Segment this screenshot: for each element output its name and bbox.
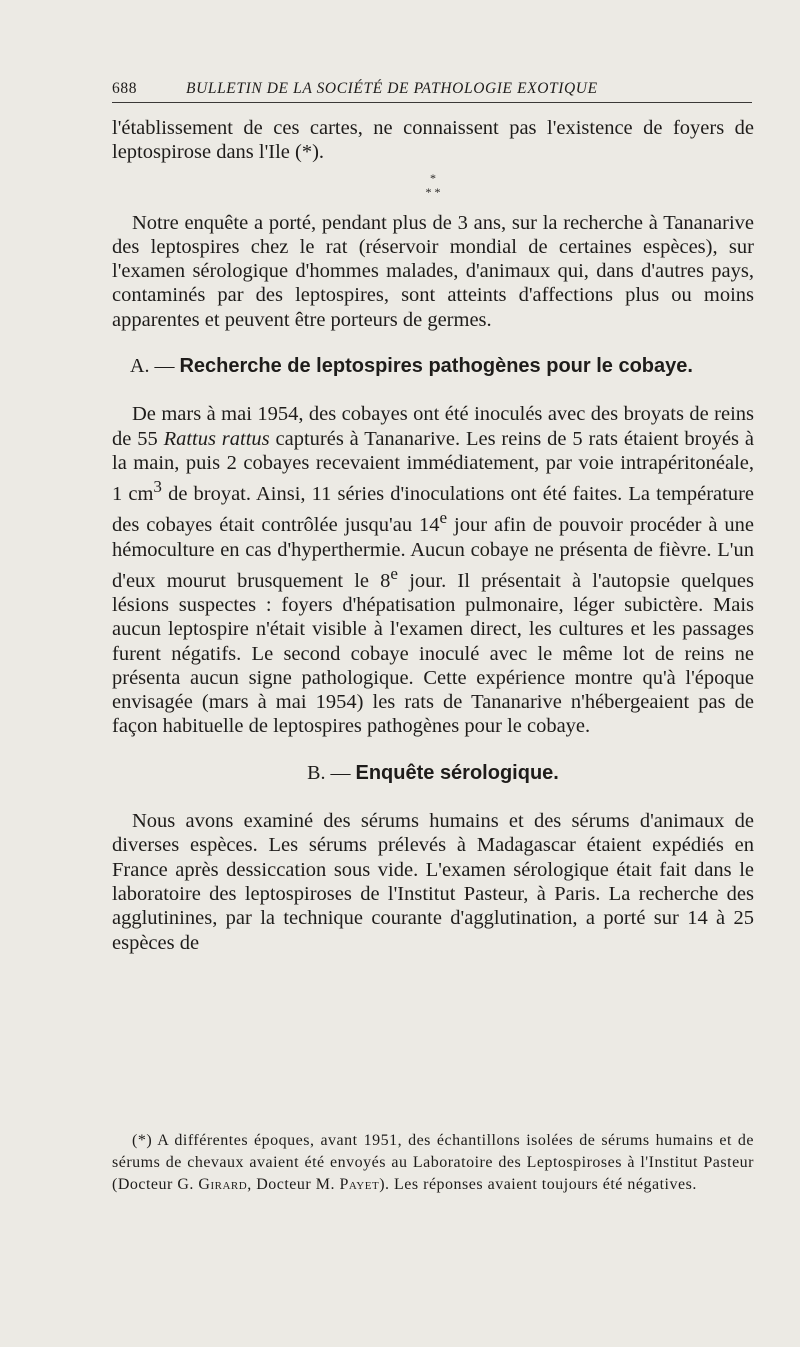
footnote-text-2: , Docteur M.	[247, 1176, 335, 1193]
journal-title: BULLETIN DE LA SOCIÉTÉ DE PATHOLOGIE EXOTIQUE	[186, 80, 598, 97]
footnote-text-1: (*) A différentes époques, avant 1951, des échantillons isolées de sérums humains et de sérums de chevaux avaient été envoyés au Laboratoire des Leptospiroses à l'Institut Pasteur (Docteur G.	[112, 1132, 754, 1193]
section-b-title: Enquête sérologique.	[355, 761, 559, 784]
footnote-name-girard: Girard	[198, 1176, 248, 1193]
section-a-heading	[130, 354, 754, 378]
superscript-cubic: 3	[153, 477, 162, 497]
section-a-text-3: de broyat. Ainsi, 11 séries d'inoculations ont été faites. La température des cobayes était contrôlée jusqu'au 14	[112, 483, 755, 537]
intro-paragraph: l'établissement de ces cartes, ne connaissent pas l'existence de foyers de leptospirose dans l'Ile (*).	[112, 117, 754, 164]
running-header	[112, 76, 752, 103]
superscript-ordinal-14: e	[439, 508, 448, 528]
superscript-ordinal-8: e	[390, 563, 399, 583]
separator-star-top: *	[430, 170, 436, 185]
section-a-text-4: jour afin de pouvoir procéder à une hémoculture en cas d'hyperthermie. Aucun cobaye ne présenta de fièvre. L'un d'eux mourut brusquement le 8	[112, 514, 754, 592]
section-a-letter: A. —	[130, 355, 175, 378]
section-a-text-1: De mars à mai 1954, des cobayes ont été inoculés avec des broyats de reins de 55	[112, 403, 754, 450]
section-b-letter: B. —	[307, 761, 351, 784]
species-name: Rattus rattus	[163, 427, 270, 450]
section-a-text-5: jour. Il présentait à l'autopsie quelques lésions suspectes : foyers d'hépatisation pulmonaire, léger subictère. Mais aucun leptospire n'était visible à l'examen direct, les cultures et les passages furent négatifs. Le second cobaye inoculé avec le même lot de reins ne présenta aucun signe pathologique. Cette expérience montre qu'à l'époque envisagée (mars à mai 1954) les rats de Tananarive n'hébergeaient pas de façon habituelle de leptospires pathogènes pour le cobaye.	[112, 569, 755, 738]
main-text	[112, 116, 754, 955]
paragraph-survey: Notre enquête a porté, pendant plus de 3 ans, sur la recherche à Tananarive des leptospires chez le rat (réservoir mondial de certaines espèces), sur l'examen sérologique d'hommes malades, d'animaux qui, dans d'autres pays, contaminés par des leptospires, sont atteints d'affections plus ou moins apparentes et peuvent être porteurs de germes.	[112, 211, 754, 331]
footnote-text	[112, 1130, 754, 1196]
footnote-text-3: ). Les réponses avaient toujours été négatives.	[379, 1176, 697, 1193]
footnote-name-payet: Payet	[339, 1176, 380, 1193]
section-a-paragraph	[112, 402, 754, 738]
footnote	[112, 1130, 754, 1196]
section-separator	[112, 171, 754, 199]
separator-star-bottom: * *	[425, 184, 441, 199]
section-b-paragraph: Nous avons examiné des sérums humains et des sérums d'animaux de diverses espèces. Les sérums prélevés à Madagascar étaient expédiés en France après dessiccation sous vide. L'examen sérologique était fait dans le laboratoire des leptospiroses de l'Institut Pasteur, à Paris. La recherche des agglutinines, par la technique courante d'agglutination, a porté sur 14 à 25 espèces de	[112, 810, 754, 954]
section-a-title: Recherche de leptospires pathogènes pour le cobaye.	[179, 355, 693, 378]
section-a-text-2: capturés à Tananarive. Les reins de 5 rats étaient broyés à la main, puis 2 cobayes recevaient immédiatement, par voie intrapéritonéale, 1 cm	[112, 427, 754, 506]
section-b-heading	[112, 761, 754, 785]
page-number: 688	[112, 80, 138, 97]
